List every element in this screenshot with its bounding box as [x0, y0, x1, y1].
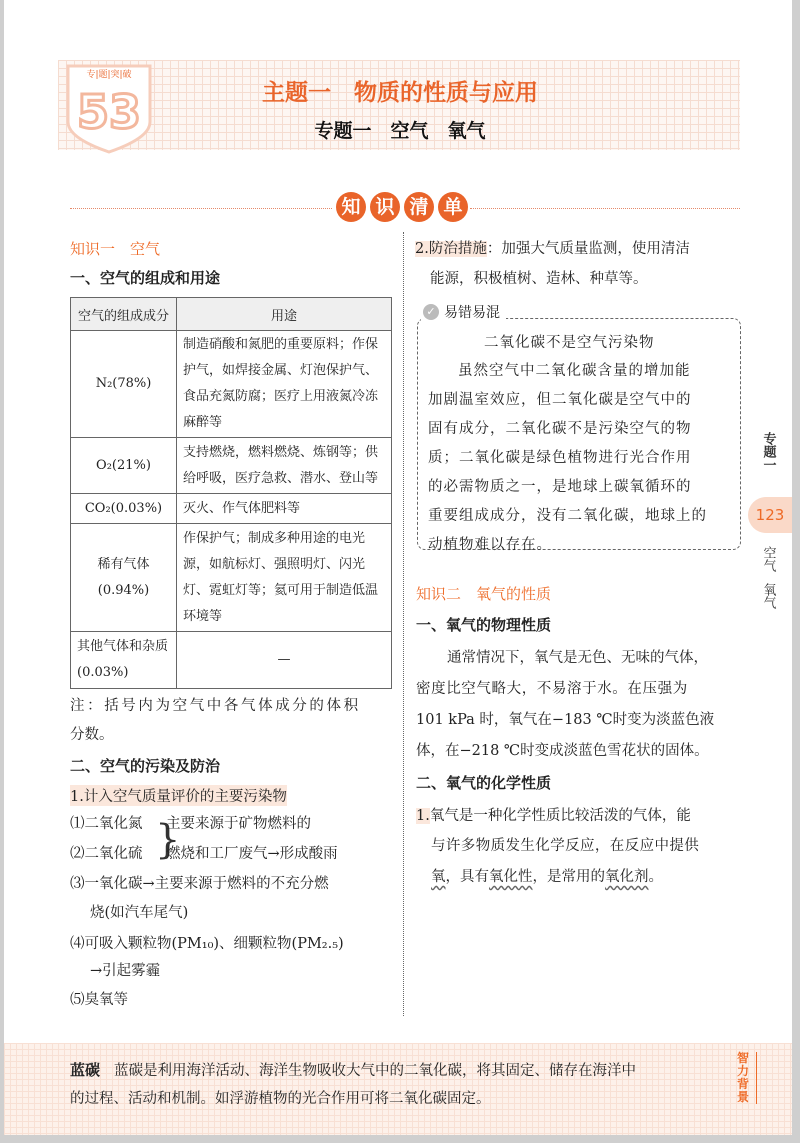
logo-text: 专|题|突|破 [86, 70, 132, 80]
banner-char: 知 [336, 192, 366, 222]
chem-text: 与许多物质发生化学反应，在反应中提供 [431, 838, 700, 854]
air-composition-table [70, 297, 392, 689]
pollutants-heading: 1.计入空气质量评价的主要污染物 [70, 785, 287, 806]
table-row [71, 438, 392, 494]
tip-line: 的必需物质之一，是地球上碳氧循环的 [428, 479, 692, 495]
item-number: 1. [416, 808, 430, 824]
tip-line: 动植物难以存在。 [428, 537, 552, 553]
table-header-row [71, 298, 392, 331]
table-cell-component: 稀有气体(0.94%) [71, 524, 177, 632]
physical-para: 101 kPa 时，氧气在−183 ℃时变为淡蓝色液 [416, 712, 715, 728]
pollutant-item: ⑵二氧化硫 [70, 846, 143, 862]
measures-text: ：加强大气质量监测，使用清洁 [486, 241, 690, 257]
table-cell-component: 其他气体和杂质(0.03%) [71, 632, 177, 689]
table-row [71, 524, 392, 632]
physical-para: 通常情况下，氧气是无色、无味的气体， [447, 650, 708, 666]
table-note: 注：括号内为空气中各气体成分的体积 [70, 698, 361, 714]
physical-para: 体，在−218 ℃时变成淡蓝色雪花状的固体。 [416, 743, 709, 759]
term: 蓝碳 [70, 1061, 101, 1079]
measures-label: 2.防治措施 [415, 241, 487, 257]
table-cell-use: 灭火、作气体肥料等 [177, 494, 392, 524]
measures-text: 能源，积极植树、造林、种草等。 [430, 271, 648, 287]
banner-char: 清 [404, 192, 434, 222]
background-text: 蓝碳是利用海洋活动、海洋生物吸收大气中的二氧化碳，将其固定、储存在海洋中 [114, 1063, 637, 1079]
side-keyword-text: 空气 [760, 546, 776, 572]
pollutant-item: 烧(如汽车尾气) [90, 905, 189, 921]
banner-knowledge-list [336, 192, 468, 222]
brace: } [155, 817, 181, 863]
pollutant-item: ⑶一氧化碳→主要来源于燃料的不充分燃 [70, 876, 329, 892]
chem-text: 。 [648, 869, 663, 885]
pollutant-source: 主要来源于矿物燃料的 [166, 816, 311, 832]
side-keyword-text: 氧气 [760, 583, 776, 609]
tip-label [421, 302, 506, 322]
tip-line: 固有成分，二氧化碳不是污染空气的物 [428, 421, 692, 437]
pollutant-item: →引起雾霾 [90, 963, 161, 979]
background-tag: 智力背景 [737, 1052, 757, 1104]
banner-char: 单 [438, 192, 468, 222]
banner-char: 识 [370, 192, 400, 222]
heading-physical-properties: 一、氧气的物理性质 [416, 616, 552, 634]
table-cell-use: — [177, 632, 392, 689]
table-row [71, 331, 392, 438]
chem-text: ，是常用的 [532, 869, 605, 885]
table-cell-use: 制造硝酸和氮肥的重要原料；作保护气，如焊接金属、灯泡保护气、食品充氮防腐；医疗上用液氮冷冻麻醉等 [177, 331, 392, 438]
table-header: 用途 [177, 298, 392, 331]
pollutant-item: ⑴二氧化氮 [70, 816, 143, 832]
side-topic-text: 专题一 [760, 432, 776, 471]
column-divider [403, 232, 404, 1016]
tip-line: 虽然空气中二氧化碳含量的增加能 [458, 363, 691, 379]
heading-air-composition: 一、空气的组成和用途 [70, 269, 221, 287]
chem-text: 氧气是一种化学性质比较活泼的气体，能 [429, 808, 691, 824]
chem-text: ，具有 [445, 869, 489, 885]
key-term: 氧化性 [489, 869, 533, 885]
tip-line: 加剧温室效应，但二氧化碳是空气中的 [428, 392, 692, 408]
background-text: 的过程、活动和机制。如浮游植物的光合作用可将二氧化碳固定。 [70, 1091, 491, 1107]
pollutant-item: ⑸臭氧等 [70, 992, 128, 1008]
table-cell-component: O₂(21%) [71, 438, 177, 494]
table-cell-use: 支持燃烧，燃料燃烧、炼钢等；供给呼吸，医疗急救、潜水、登山等 [177, 438, 392, 494]
side-topic [760, 432, 776, 475]
table-note: 分数。 [70, 727, 114, 743]
physical-para: 密度比空气略大，不易溶于水。在压强为 [416, 681, 688, 697]
key-term: 氧化剂 [605, 869, 649, 885]
table-cell-component: CO₂(0.03%) [71, 494, 177, 524]
sub-title: 专题一 空气 氧气 [314, 120, 486, 142]
section-heading-oxygen: 知识二 氧气的性质 [416, 585, 552, 603]
table-header: 空气的组成成分 [71, 298, 177, 331]
logo-number: 53 [76, 85, 142, 139]
tip-line: 重要组成成分，没有二氧化碳，地球上的 [428, 508, 707, 524]
table-cell-component: N₂(78%) [71, 331, 177, 438]
pencil-check-icon: ✓ [423, 304, 439, 320]
banner-divider-right [470, 208, 740, 209]
side-keyword [760, 546, 776, 576]
tip-line: 质；二氧化碳是绿色植物进行光合作用 [428, 450, 692, 466]
table-cell-use: 作保护气；制成多种用途的电光源，如航标灯、强照明灯、闪光灯、霓虹灯等；氦可用于制造低温环境等 [177, 524, 392, 632]
pollutant-source: 燃烧和工厂废气→形成酸雨 [166, 846, 338, 862]
banner-divider-left [70, 208, 332, 209]
page-number: 123 [748, 497, 792, 533]
side-keyword [760, 583, 776, 613]
pollutant-item: ⑷可吸入颗粒物(PM₁₀)、细颗粒物(PM₂.₅) [70, 936, 344, 952]
table-row [71, 494, 392, 524]
tip-title: 二氧化碳不是空气污染物 [484, 335, 655, 351]
table-row [71, 632, 392, 689]
key-term: 氧 [431, 869, 446, 885]
tip-label-text: 易错易混 [444, 305, 500, 321]
main-title: 主题一 物质的性质与应用 [262, 80, 538, 106]
section-heading-air: 知识一 空气 [70, 240, 161, 258]
heading-air-pollution: 二、空气的污染及防治 [70, 757, 221, 775]
heading-chemical-properties: 二、氧气的化学性质 [416, 774, 552, 792]
